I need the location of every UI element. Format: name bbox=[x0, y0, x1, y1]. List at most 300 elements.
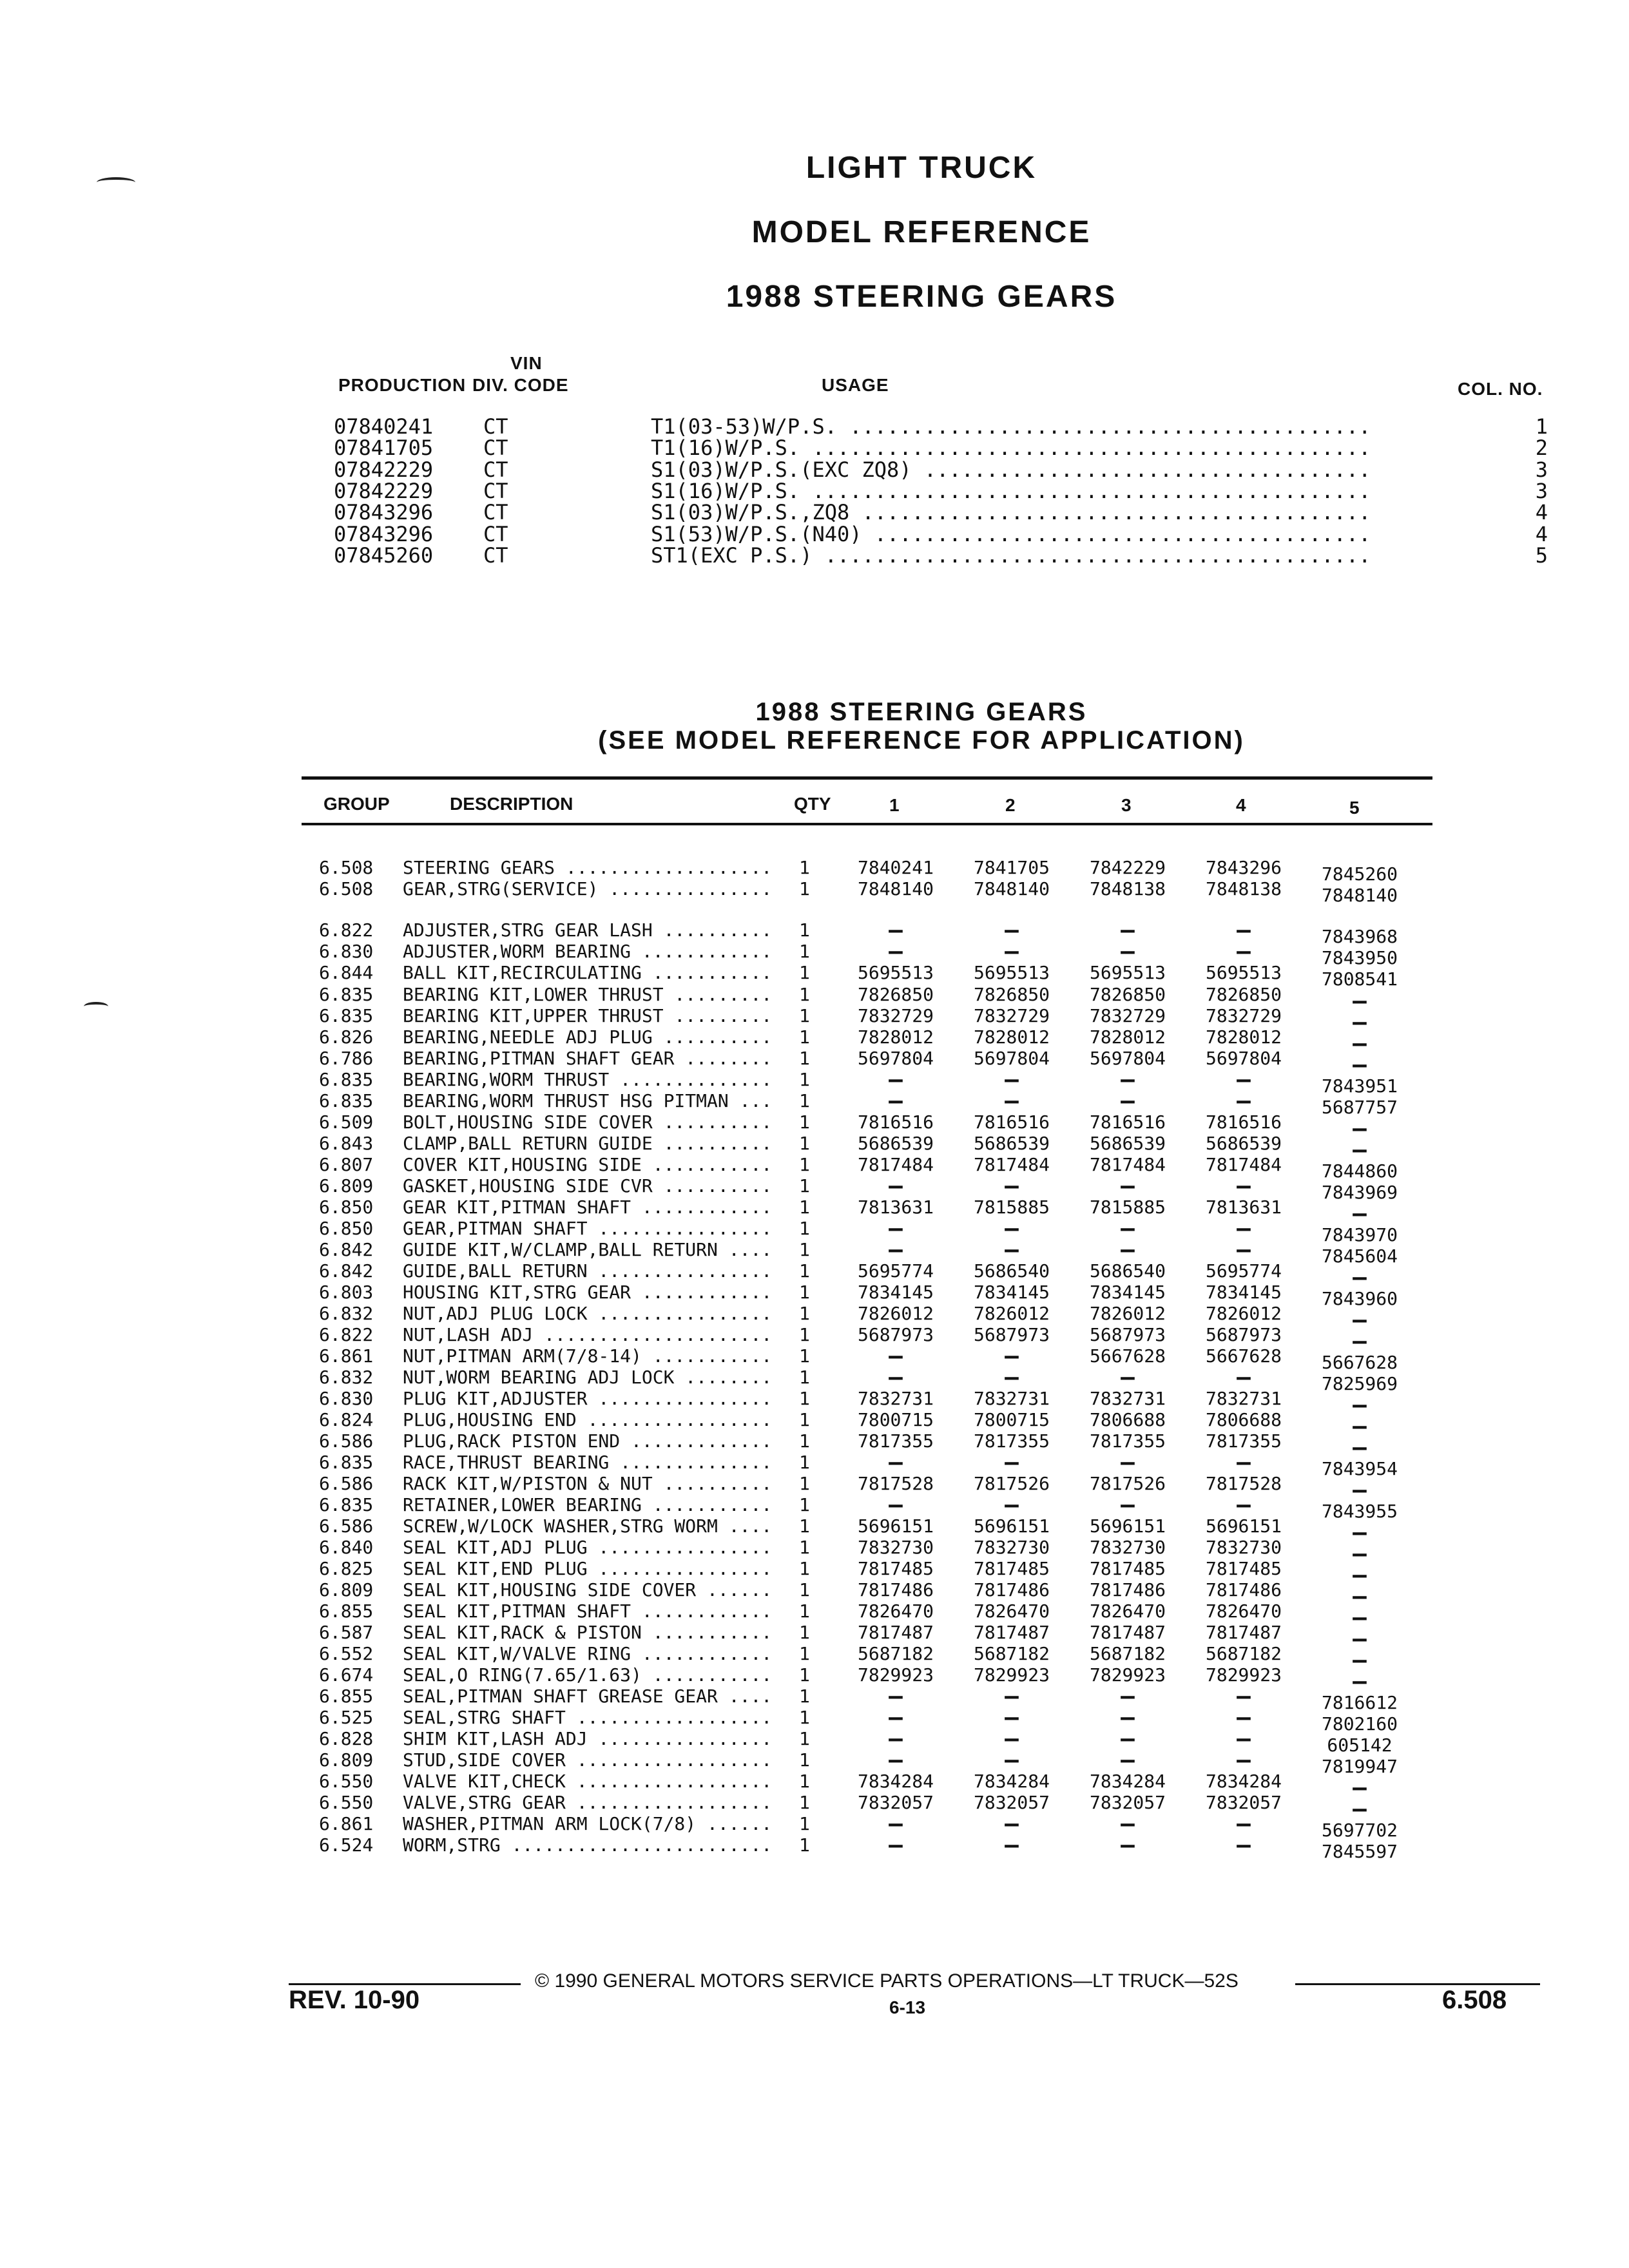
part-number-col-5: 7816612 bbox=[1321, 1692, 1398, 1713]
group-code: 6.835 bbox=[319, 1005, 374, 1026]
part-description: SEAL,O RING(7.65/1.63) ........... bbox=[403, 1664, 773, 1686]
production-number: 07843296 bbox=[334, 500, 434, 524]
part-number-col-4: 7826012 bbox=[1205, 1303, 1282, 1324]
part-quantity: 1 bbox=[799, 1643, 810, 1664]
group-code: 6.855 bbox=[319, 1600, 374, 1622]
part-quantity: 1 bbox=[799, 1728, 810, 1749]
usage-text: S1(03)W/P.S.,ZQ8 ......................................... bbox=[651, 501, 1371, 523]
part-number-col-5: — bbox=[1353, 1413, 1367, 1439]
part-number-col-4: 7848138 bbox=[1205, 878, 1282, 899]
part-number-col-4: — bbox=[1237, 1364, 1251, 1390]
part-quantity: 1 bbox=[799, 1664, 810, 1686]
part-number-col-5: 7819947 bbox=[1321, 1756, 1398, 1777]
part-quantity: 1 bbox=[799, 1345, 810, 1367]
part-number-col-1: 7813631 bbox=[857, 1196, 934, 1218]
group-code: 6.587 bbox=[319, 1622, 374, 1643]
part-description: RACE,THRUST BEARING .............. bbox=[403, 1452, 773, 1473]
part-number-col-3: 5687182 bbox=[1089, 1643, 1166, 1664]
group-code: 6.835 bbox=[319, 984, 374, 1005]
part-description: GEAR,STRG(SERVICE) ............... bbox=[403, 878, 773, 899]
group-code: 6.842 bbox=[319, 1260, 374, 1282]
group-code: 6.822 bbox=[319, 919, 374, 941]
part-description: GUIDE KIT,W/CLAMP,BALL RETURN .... bbox=[403, 1239, 773, 1260]
part-number-col-4: 7834145 bbox=[1205, 1282, 1282, 1303]
part-number-col-1: 5695774 bbox=[857, 1260, 934, 1282]
table-title: 1988 STEERING GEARS bbox=[755, 698, 1088, 726]
part-quantity: 1 bbox=[799, 1133, 810, 1154]
group-code: 6.807 bbox=[319, 1154, 374, 1175]
part-number-col-2: — bbox=[1005, 917, 1019, 943]
part-description: BEARING,WORM THRUST HSG PITMAN ... bbox=[403, 1090, 773, 1111]
part-number-col-4: 7843296 bbox=[1205, 857, 1282, 878]
col4-header: 4 bbox=[1236, 795, 1246, 815]
part-number-col-1: 7816516 bbox=[857, 1111, 934, 1133]
part-description: NUT,PITMAN ARM(7/8-14) ........... bbox=[403, 1345, 773, 1367]
part-quantity: 1 bbox=[799, 1196, 810, 1218]
part-number-col-2: — bbox=[1005, 1215, 1019, 1242]
part-description: GEAR KIT,PITMAN SHAFT ............ bbox=[403, 1196, 773, 1218]
part-number-col-1: 5697804 bbox=[857, 1048, 934, 1069]
part-quantity: 1 bbox=[799, 1771, 810, 1792]
part-number-col-2: — bbox=[1005, 1492, 1019, 1518]
part-number-col-3: 7832730 bbox=[1089, 1537, 1166, 1558]
revision-label: REV. 10-90 bbox=[289, 1986, 420, 2014]
part-number-col-1: — bbox=[889, 1066, 903, 1093]
group-code: 6.855 bbox=[319, 1686, 374, 1707]
div-code: CT bbox=[483, 414, 508, 439]
part-number-col-3: 7817526 bbox=[1089, 1473, 1166, 1494]
part-number-col-4: 7826470 bbox=[1205, 1600, 1282, 1622]
table-top-rule bbox=[302, 776, 1432, 780]
part-number-col-3: 7826470 bbox=[1089, 1600, 1166, 1622]
group-code: 6.835 bbox=[319, 1069, 374, 1090]
part-number-col-1: 7834145 bbox=[857, 1282, 934, 1303]
part-number-col-4: 7813631 bbox=[1205, 1196, 1282, 1218]
part-number-col-4: 5695513 bbox=[1205, 962, 1282, 983]
part-description: BALL KIT,RECIRCULATING ........... bbox=[403, 962, 773, 983]
part-number-col-4: 7832730 bbox=[1205, 1537, 1282, 1558]
qty-header: QTY bbox=[794, 794, 831, 814]
part-number-col-4: 7817528 bbox=[1205, 1473, 1282, 1494]
description-header: DESCRIPTION bbox=[450, 794, 574, 814]
part-number-col-2: 5697804 bbox=[973, 1048, 1050, 1069]
part-number-col-1: — bbox=[889, 1811, 903, 1837]
part-number-col-3: 5697804 bbox=[1089, 1048, 1166, 1069]
part-number-col-1: — bbox=[889, 1236, 903, 1263]
part-description: VALVE,STRG GEAR .................. bbox=[403, 1792, 773, 1813]
col5-header: 5 bbox=[1349, 798, 1360, 818]
part-number-col-2: — bbox=[1005, 1683, 1019, 1709]
part-description: GASKET,HOUSING SIDE CVR .......... bbox=[403, 1175, 773, 1196]
part-number-col-3: 7815885 bbox=[1089, 1196, 1166, 1218]
group-code: 6.835 bbox=[319, 1494, 374, 1515]
part-number-col-4: 5687182 bbox=[1205, 1643, 1282, 1664]
page-title: LIGHT TRUCK bbox=[805, 151, 1037, 185]
part-number-col-3: — bbox=[1121, 1066, 1135, 1093]
part-number-col-5: — bbox=[1353, 1434, 1367, 1461]
part-number-col-3: — bbox=[1121, 1236, 1135, 1263]
column-number: 1 bbox=[1535, 414, 1548, 439]
part-number-col-4: — bbox=[1237, 1066, 1251, 1093]
part-quantity: 1 bbox=[799, 1792, 810, 1813]
part-quantity: 1 bbox=[799, 1686, 810, 1707]
part-number-col-4: 5695774 bbox=[1205, 1260, 1282, 1282]
group-code: 6.786 bbox=[319, 1048, 374, 1069]
part-number-col-4: 7826850 bbox=[1205, 984, 1282, 1005]
group-code: 6.586 bbox=[319, 1430, 374, 1452]
group-code: 6.809 bbox=[319, 1579, 374, 1600]
col3-header: 3 bbox=[1121, 795, 1132, 815]
part-description: SEAL KIT,ADJ PLUG ................ bbox=[403, 1537, 773, 1558]
part-number-col-5: — bbox=[1353, 1583, 1367, 1610]
part-number-col-2: 7848140 bbox=[973, 878, 1050, 899]
div-code: CT bbox=[483, 436, 508, 460]
footer-rule-left bbox=[289, 1983, 521, 1985]
scan-mark bbox=[84, 1002, 108, 1011]
part-number-col-4: — bbox=[1237, 1236, 1251, 1263]
part-quantity: 1 bbox=[799, 878, 810, 899]
group-code: 6.835 bbox=[319, 1090, 374, 1111]
part-number-col-5: — bbox=[1353, 1519, 1367, 1546]
part-number-col-2: — bbox=[1005, 1236, 1019, 1263]
part-quantity: 1 bbox=[799, 1600, 810, 1622]
part-number-col-2: 7817484 bbox=[973, 1154, 1050, 1175]
part-number-col-3: 7834284 bbox=[1089, 1771, 1166, 1792]
part-number-col-4: 7834284 bbox=[1205, 1771, 1282, 1792]
part-number-col-1: 7834284 bbox=[857, 1771, 934, 1792]
group-code: 6.861 bbox=[319, 1345, 374, 1367]
group-code: 6.830 bbox=[319, 941, 374, 962]
part-quantity: 1 bbox=[799, 962, 810, 983]
part-number-col-2: 7816516 bbox=[973, 1111, 1050, 1133]
part-number-col-5: 7848140 bbox=[1321, 885, 1398, 906]
part-number-col-5: 7843969 bbox=[1321, 1182, 1398, 1203]
part-number-col-2: 7826012 bbox=[973, 1303, 1050, 1324]
part-number-col-3: — bbox=[1121, 938, 1135, 965]
part-number-col-5: — bbox=[1353, 1604, 1367, 1631]
usage-text: S1(16)W/P.S. ............................................. bbox=[651, 480, 1371, 502]
part-number-col-5: — bbox=[1353, 1562, 1367, 1588]
part-number-col-1: 7828012 bbox=[857, 1026, 934, 1048]
part-number-col-3: 7817355 bbox=[1089, 1430, 1166, 1452]
part-number-col-2: 7826850 bbox=[973, 984, 1050, 1005]
part-number-col-2: 7815885 bbox=[973, 1196, 1050, 1218]
part-description: SHIM KIT,LASH ADJ ................ bbox=[403, 1728, 773, 1749]
part-quantity: 1 bbox=[799, 1537, 810, 1558]
column-number: 5 bbox=[1535, 543, 1548, 568]
part-description: PLUG,RACK PISTON END ............. bbox=[403, 1430, 773, 1452]
table-subtitle: (SEE MODEL REFERENCE FOR APPLICATION) bbox=[598, 726, 1245, 754]
part-quantity: 1 bbox=[799, 1707, 810, 1728]
part-number-col-1: 7832057 bbox=[857, 1792, 934, 1813]
part-number-col-3: — bbox=[1121, 1704, 1135, 1731]
part-number-col-2: — bbox=[1005, 1704, 1019, 1731]
part-number-col-5: 5667628 bbox=[1321, 1352, 1398, 1373]
part-number-col-4: 5697804 bbox=[1205, 1048, 1282, 1069]
part-number-col-5: 7844860 bbox=[1321, 1160, 1398, 1182]
div-code: CT bbox=[483, 479, 508, 503]
part-number-col-2: 5686539 bbox=[973, 1133, 1050, 1154]
part-description: STUD,SIDE COVER .................. bbox=[403, 1749, 773, 1771]
part-number-col-4: — bbox=[1237, 1088, 1251, 1114]
part-number-col-2: 5686540 bbox=[973, 1260, 1050, 1282]
part-number-col-2: 7832057 bbox=[973, 1792, 1050, 1813]
part-number-col-3: — bbox=[1121, 1449, 1135, 1475]
part-number-col-3: 7817487 bbox=[1089, 1622, 1166, 1643]
part-number-col-3: 7848138 bbox=[1089, 878, 1166, 899]
page-number: 6-13 bbox=[889, 1997, 926, 2017]
part-number-col-1: 7832730 bbox=[857, 1537, 934, 1558]
div-code: CT bbox=[483, 500, 508, 524]
part-number-col-2: — bbox=[1005, 1173, 1019, 1199]
part-number-col-4: 7817484 bbox=[1205, 1154, 1282, 1175]
usage-text: S1(03)W/P.S.(EXC ZQ8) .................................... bbox=[651, 459, 1371, 481]
part-number-col-3: — bbox=[1121, 1492, 1135, 1518]
part-number-col-1: 5686539 bbox=[857, 1133, 934, 1154]
col2-header: 2 bbox=[1005, 795, 1016, 815]
part-quantity: 1 bbox=[799, 1367, 810, 1388]
part-quantity: 1 bbox=[799, 1260, 810, 1282]
group-code: 6.832 bbox=[319, 1303, 374, 1324]
group-code: 6.550 bbox=[319, 1792, 374, 1813]
part-number-col-1: — bbox=[889, 1725, 903, 1752]
part-number-col-2: — bbox=[1005, 1343, 1019, 1369]
copyright-notice: © 1990 GENERAL MOTORS SERVICE PARTS OPERATIONS—LT TRUCK—52S bbox=[535, 1970, 1239, 1992]
part-number-col-4: 7828012 bbox=[1205, 1026, 1282, 1048]
part-number-col-4: 7806688 bbox=[1205, 1409, 1282, 1430]
footer-rule-right bbox=[1295, 1983, 1540, 1985]
part-number-col-3: — bbox=[1121, 1832, 1135, 1858]
group-code: 6.832 bbox=[319, 1367, 374, 1388]
part-number-col-4: — bbox=[1237, 917, 1251, 943]
part-number-col-5: — bbox=[1353, 1392, 1367, 1418]
part-number-col-4: 7817355 bbox=[1205, 1430, 1282, 1452]
table-header-rule bbox=[302, 823, 1432, 825]
group-number: 6.508 bbox=[1442, 1986, 1507, 2014]
part-description: WASHER,PITMAN ARM LOCK(7/8) ...... bbox=[403, 1813, 773, 1834]
part-quantity: 1 bbox=[799, 1558, 810, 1579]
part-description: NUT,WORM BEARING ADJ LOCK ........ bbox=[403, 1367, 773, 1388]
production-number: 07845260 bbox=[334, 543, 434, 568]
div-code: CT bbox=[483, 543, 508, 568]
part-number-col-3: 7826850 bbox=[1089, 984, 1166, 1005]
part-description: BEARING KIT,UPPER THRUST ......... bbox=[403, 1005, 773, 1026]
group-code: 6.508 bbox=[319, 878, 374, 899]
part-quantity: 1 bbox=[799, 1388, 810, 1409]
part-number-col-4: 7816516 bbox=[1205, 1111, 1282, 1133]
part-number-col-4: 7817485 bbox=[1205, 1558, 1282, 1579]
part-number-col-2: — bbox=[1005, 1088, 1019, 1114]
part-number-col-2: 7800715 bbox=[973, 1409, 1050, 1430]
part-quantity: 1 bbox=[799, 984, 810, 1005]
part-number-col-3: — bbox=[1121, 917, 1135, 943]
part-quantity: 1 bbox=[799, 1813, 810, 1834]
part-number-col-1: 7817355 bbox=[857, 1430, 934, 1452]
part-number-col-4: 7817487 bbox=[1205, 1622, 1282, 1643]
part-quantity: 1 bbox=[799, 1069, 810, 1090]
part-number-col-1: 5687973 bbox=[857, 1324, 934, 1345]
group-code: 6.840 bbox=[319, 1537, 374, 1558]
part-description: SEAL,STRG SHAFT .................. bbox=[403, 1707, 773, 1728]
part-number-col-1: 7817485 bbox=[857, 1558, 934, 1579]
part-number-col-2: — bbox=[1005, 1364, 1019, 1390]
part-description: NUT,LASH ADJ ..................... bbox=[403, 1324, 773, 1345]
part-description: SEAL KIT,END PLUG ................ bbox=[403, 1558, 773, 1579]
part-quantity: 1 bbox=[799, 1515, 810, 1537]
part-quantity: 1 bbox=[799, 1282, 810, 1303]
part-number-col-2: 7817487 bbox=[973, 1622, 1050, 1643]
group-code: 6.850 bbox=[319, 1218, 374, 1239]
scan-mark bbox=[97, 177, 135, 187]
part-number-col-4: — bbox=[1237, 1811, 1251, 1837]
group-code: 6.844 bbox=[319, 962, 374, 983]
part-number-col-1: 7826470 bbox=[857, 1600, 934, 1622]
part-number-col-3: — bbox=[1121, 1173, 1135, 1199]
part-description: COVER KIT,HOUSING SIDE ........... bbox=[403, 1154, 773, 1175]
part-number-col-1: 7817528 bbox=[857, 1473, 934, 1494]
production-number: 07842229 bbox=[334, 457, 434, 482]
part-number-col-1: — bbox=[889, 917, 903, 943]
usage-text: T1(03-53)W/P.S. .......................................... bbox=[651, 416, 1371, 437]
part-number-col-3: 7826012 bbox=[1089, 1303, 1166, 1324]
part-description: SEAL KIT,PITMAN SHAFT ............ bbox=[403, 1600, 773, 1622]
part-quantity: 1 bbox=[799, 1090, 810, 1111]
group-code: 6.524 bbox=[319, 1834, 374, 1856]
part-number-col-3: 7842229 bbox=[1089, 857, 1166, 878]
part-number-col-2: 7841705 bbox=[973, 857, 1050, 878]
part-number-col-5: — bbox=[1353, 1264, 1367, 1291]
part-quantity: 1 bbox=[799, 857, 810, 878]
part-number-col-3: 7828012 bbox=[1089, 1026, 1166, 1048]
part-description: PLUG KIT,ADJUSTER ................ bbox=[403, 1388, 773, 1409]
part-description: ADJUSTER,WORM BEARING ............ bbox=[403, 941, 773, 962]
part-number-col-2: 5687973 bbox=[973, 1324, 1050, 1345]
part-number-col-3: — bbox=[1121, 1811, 1135, 1837]
part-number-col-1: — bbox=[889, 1683, 903, 1709]
part-number-col-5: 5687757 bbox=[1321, 1097, 1398, 1118]
part-number-col-5: — bbox=[1353, 1668, 1367, 1695]
group-code: 6.843 bbox=[319, 1133, 374, 1154]
part-number-col-1: — bbox=[889, 1173, 903, 1199]
part-number-col-1: — bbox=[889, 1088, 903, 1114]
part-number-col-1: — bbox=[889, 938, 903, 965]
part-number-col-5: 7808541 bbox=[1321, 968, 1398, 990]
group-code: 6.850 bbox=[319, 1196, 374, 1218]
part-description: CLAMP,BALL RETURN GUIDE .......... bbox=[403, 1133, 773, 1154]
part-description: BEARING KIT,LOWER THRUST ......... bbox=[403, 984, 773, 1005]
production-number: 07842229 bbox=[334, 479, 434, 503]
part-number-col-1: 7817487 bbox=[857, 1622, 934, 1643]
part-number-col-1: 7829923 bbox=[857, 1664, 934, 1686]
part-number-col-2: 7829923 bbox=[973, 1664, 1050, 1686]
part-number-col-2: — bbox=[1005, 1725, 1019, 1752]
part-number-col-3: 7832729 bbox=[1089, 1005, 1166, 1026]
part-description: SCREW,W/LOCK WASHER,STRG WORM .... bbox=[403, 1515, 773, 1537]
part-description: BEARING,NEEDLE ADJ PLUG .......... bbox=[403, 1026, 773, 1048]
part-number-col-5: 7843950 bbox=[1321, 947, 1398, 968]
part-number-col-4: — bbox=[1237, 1173, 1251, 1199]
part-number-col-1: — bbox=[889, 1704, 903, 1731]
part-number-col-3: 7817486 bbox=[1089, 1579, 1166, 1600]
column-number: 4 bbox=[1535, 500, 1548, 524]
part-number-col-5: — bbox=[1353, 1477, 1367, 1503]
part-number-col-2: 7817485 bbox=[973, 1558, 1050, 1579]
part-quantity: 1 bbox=[799, 1005, 810, 1026]
group-code: 6.508 bbox=[319, 857, 374, 878]
part-number-col-2: — bbox=[1005, 1066, 1019, 1093]
part-number-col-1: 7817486 bbox=[857, 1579, 934, 1600]
part-description: VALVE KIT,CHECK .................. bbox=[403, 1771, 773, 1792]
part-description: PLUG,HOUSING END ................. bbox=[403, 1409, 773, 1430]
part-number-col-3: — bbox=[1121, 1364, 1135, 1390]
part-number-col-3: — bbox=[1121, 1088, 1135, 1114]
part-description: GUIDE,BALL RETURN ................ bbox=[403, 1260, 773, 1282]
part-number-col-1: 7826850 bbox=[857, 984, 934, 1005]
part-number-col-4: — bbox=[1237, 1725, 1251, 1752]
part-quantity: 1 bbox=[799, 919, 810, 941]
part-number-col-5: 5697702 bbox=[1321, 1820, 1398, 1841]
part-number-col-1: — bbox=[889, 1747, 903, 1773]
part-number-col-2: — bbox=[1005, 1832, 1019, 1858]
part-number-col-5: — bbox=[1353, 1052, 1367, 1078]
part-number-col-1: 7800715 bbox=[857, 1409, 934, 1430]
part-description: STEERING GEARS ................... bbox=[403, 857, 773, 878]
part-number-col-5: 7845597 bbox=[1321, 1841, 1398, 1862]
part-number-col-1: 7832729 bbox=[857, 1005, 934, 1026]
vin-header: VIN bbox=[510, 353, 543, 373]
part-quantity: 1 bbox=[799, 1048, 810, 1069]
part-quantity: 1 bbox=[799, 1175, 810, 1196]
part-number-col-5: 7845260 bbox=[1321, 863, 1398, 885]
part-description: BEARING,PITMAN SHAFT GEAR ........ bbox=[403, 1048, 773, 1069]
part-number-col-3: 7832057 bbox=[1089, 1792, 1166, 1813]
part-number-col-4: 5686539 bbox=[1205, 1133, 1282, 1154]
part-number-col-5: — bbox=[1353, 1328, 1367, 1354]
part-number-col-5: — bbox=[1353, 1774, 1367, 1801]
group-code: 6.861 bbox=[319, 1813, 374, 1834]
part-number-col-4: 7832057 bbox=[1205, 1792, 1282, 1813]
part-number-col-4: 5667628 bbox=[1205, 1345, 1282, 1367]
div-code-header: DIV. CODE bbox=[472, 375, 569, 395]
part-quantity: 1 bbox=[799, 1579, 810, 1600]
part-number-col-2: 7832729 bbox=[973, 1005, 1050, 1026]
part-number-col-1: — bbox=[889, 1449, 903, 1475]
part-number-col-4: — bbox=[1237, 1449, 1251, 1475]
usage-text: T1(16)W/P.S. ............................................. bbox=[651, 437, 1371, 459]
part-number-col-3: — bbox=[1121, 1215, 1135, 1242]
part-number-col-5: — bbox=[1353, 1200, 1367, 1227]
part-number-col-5: 7843955 bbox=[1321, 1501, 1398, 1522]
part-number-col-4: 7832731 bbox=[1205, 1388, 1282, 1409]
part-number-col-5: — bbox=[1353, 1030, 1367, 1057]
part-description: BEARING,WORM THRUST .............. bbox=[403, 1069, 773, 1090]
part-number-col-1: — bbox=[889, 1364, 903, 1390]
group-code: 6.822 bbox=[319, 1324, 374, 1345]
part-quantity: 1 bbox=[799, 1409, 810, 1430]
part-description: ADJUSTER,STRG GEAR LASH .......... bbox=[403, 919, 773, 941]
usage-text: S1(53)W/P.S.(N40) ........................................ bbox=[651, 523, 1371, 545]
part-number-col-5: — bbox=[1353, 1541, 1367, 1567]
part-number-col-5: — bbox=[1353, 1647, 1367, 1673]
part-number-col-5: 7843960 bbox=[1321, 1288, 1398, 1309]
part-number-col-1: — bbox=[889, 1832, 903, 1858]
group-code: 6.830 bbox=[319, 1388, 374, 1409]
part-description: SEAL KIT,W/VALVE RING ............ bbox=[403, 1643, 773, 1664]
part-number-col-3: 5695513 bbox=[1089, 962, 1166, 983]
production-header: PRODUCTION bbox=[338, 375, 467, 395]
part-number-col-1: 7817484 bbox=[857, 1154, 934, 1175]
part-number-col-2: 7832730 bbox=[973, 1537, 1050, 1558]
